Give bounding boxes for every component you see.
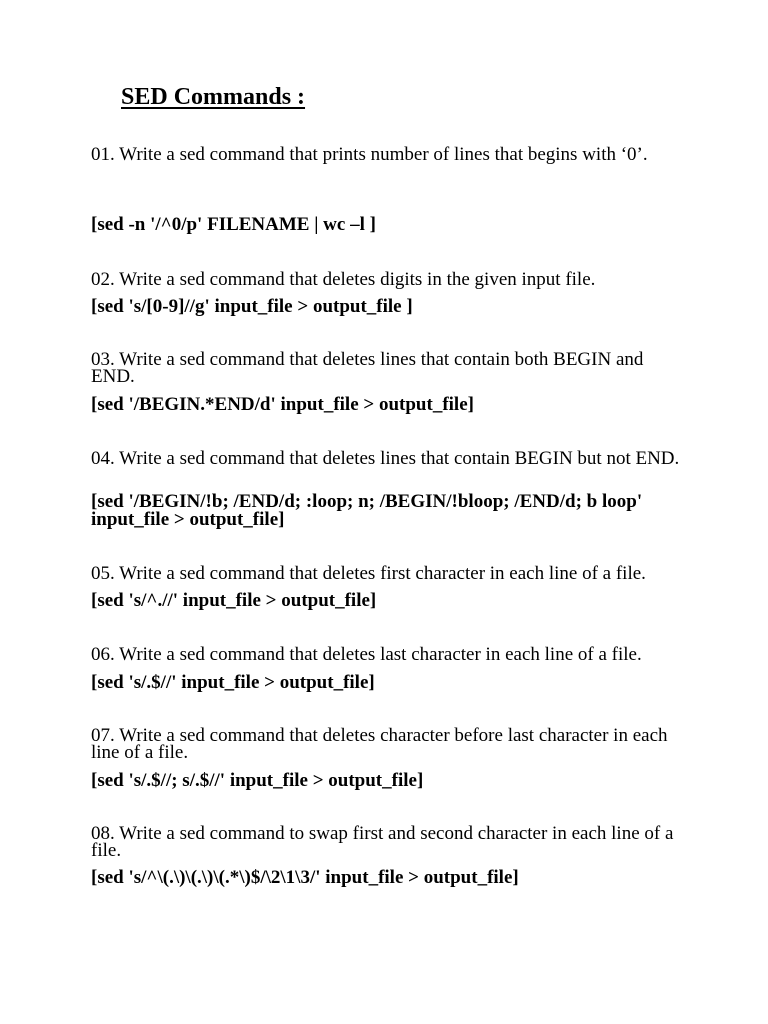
question-text: 08. Write a sed command to swap first and second character in each line of a file.: [91, 823, 674, 861]
command-text: [sed 's/[0-9]//g' input_file > output_file ]: [91, 296, 413, 317]
command-text: [sed '/BEGIN.*END/d' input_file > output_file]: [91, 394, 474, 415]
command-text: [sed 's/.$//' input_file > output_file]: [91, 672, 375, 693]
question-text: 02. Write a sed command that deletes digits in the given input file.: [91, 269, 596, 290]
question-text: 04. Write a sed command that deletes lines that contain BEGIN but not END.: [91, 448, 680, 469]
command-text: [sed 's/^.//' input_file > output_file]: [91, 590, 377, 611]
command-text: [sed 's/.$//; s/.$//' input_file > output_file]: [91, 770, 424, 791]
question-text: 06. Write a sed command that deletes last character in each line of a file.: [91, 644, 642, 665]
question-text: 05. Write a sed command that deletes first character in each line of a file.: [91, 563, 646, 584]
page-title: SED Commands :: [121, 84, 306, 110]
question-text: 01. Write a sed command that prints number of lines that begins with ‘0’.: [91, 144, 648, 165]
command-text: [sed 's/^\(.\)\(.\)\(.*\)$/\2\1\3/' input_file > output_file]: [91, 867, 519, 888]
question-text: 03. Write a sed command that deletes lines that contain both BEGIN and END.: [91, 349, 644, 387]
question-text: 07. Write a sed command that deletes character before last character in each line of a file.: [91, 725, 668, 763]
command-text: [sed '/BEGIN/!b; /END/d; :loop; n; /BEGIN/!bloop; /END/d; b loop' input_file > output_file]: [91, 491, 647, 530]
command-text: [sed -n '/^0/p' FILENAME | wc –l ]: [91, 214, 376, 235]
